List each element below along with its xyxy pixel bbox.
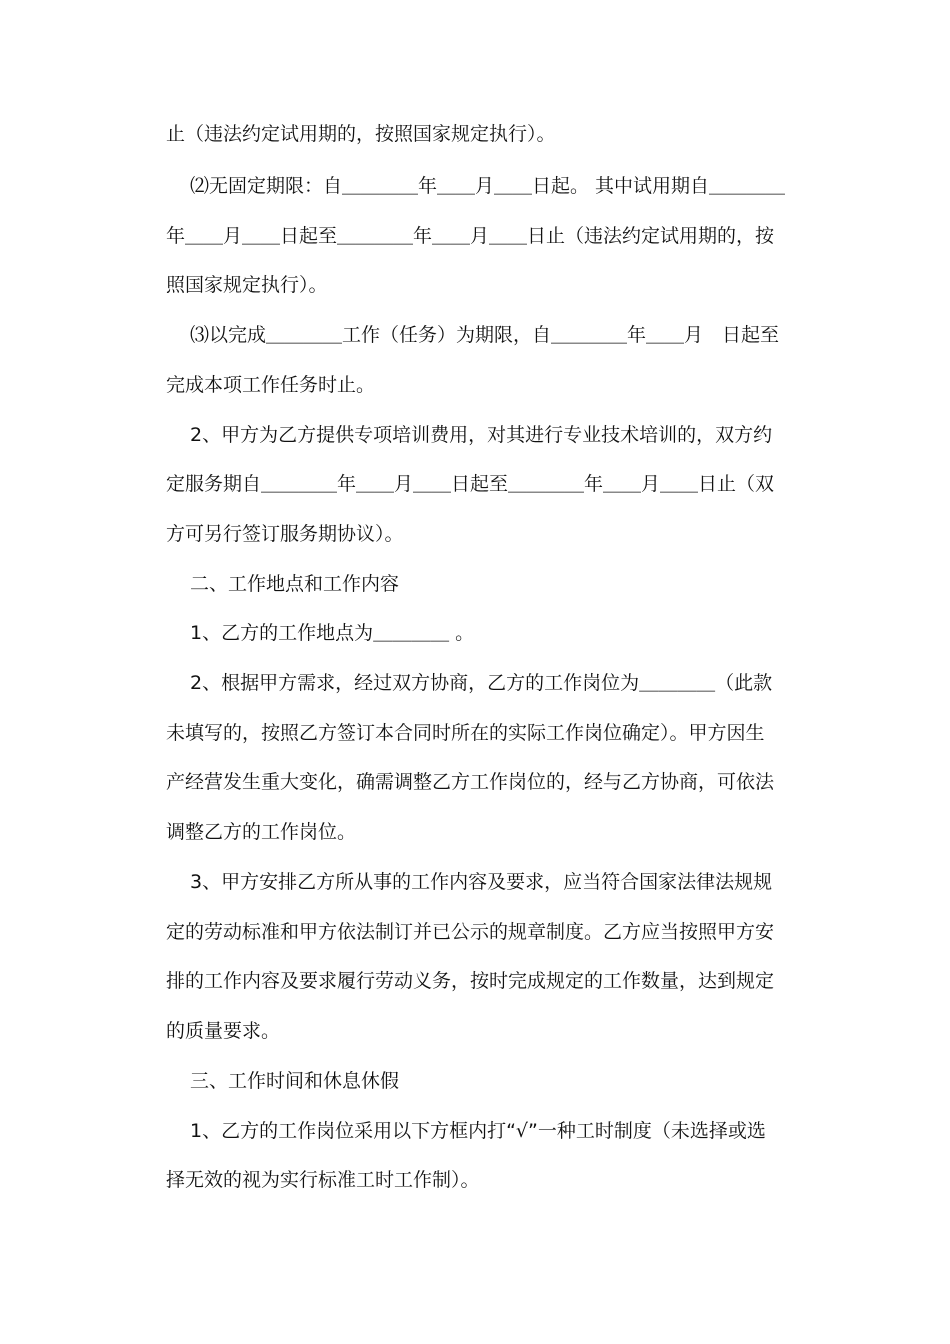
text-line: 方可另行签订服务期协议）。 — [166, 523, 404, 545]
section-heading: 二、工作地点和工作内容 — [190, 573, 400, 595]
text-line: 未填写的，按照乙方签订本合同时所在的实际工作岗位确定）。甲方因生 — [166, 722, 765, 744]
text-line: ⑶以完成＿＿＿＿工作（任务）为期限，自＿＿＿＿年＿＿月 日起至 — [190, 324, 780, 346]
text-line: 止（违法约定试用期的，按照国家规定执行）。 — [166, 123, 556, 145]
text-line: 定的劳动标准和甲方依法制订并已公示的规章制度。乙方应当按照甲方安 — [166, 921, 775, 943]
text-line: 产经营发生重大变化，确需调整乙方工作岗位的，经与乙方协商，可依法 — [166, 771, 775, 793]
text-line: 2、根据甲方需求，经过双方协商，乙方的工作岗位为＿＿＿＿（此款 — [190, 672, 773, 694]
text-line: 完成本项工作任务时止。 — [166, 374, 376, 396]
text-line: 定服务期自＿＿＿＿年＿＿月＿＿日起至＿＿＿＿年＿＿月＿＿日止（双 — [166, 473, 775, 495]
text-line: 调整乙方的工作岗位。 — [166, 821, 357, 843]
text-line: 排的工作内容及要求履行劳动义务，按时完成规定的工作数量，达到规定 — [166, 970, 775, 992]
text-line: 1、乙方的工作地点为＿＿＿＿ 。 — [190, 622, 475, 644]
text-line: 2、甲方为乙方提供专项培训费用，对其进行专业技术培训的，双方约 — [190, 424, 773, 446]
text-line: 3、甲方安排乙方所从事的工作内容及要求，应当符合国家法律法规规 — [190, 871, 773, 893]
text-line: 1、乙方的工作岗位采用以下方框内打“√”一种工时制度（未选择或选 — [190, 1120, 766, 1142]
text-line: ⑵无固定期限：自＿＿＿＿年＿＿月＿＿日起。 其中试用期自＿＿＿＿ — [190, 175, 786, 197]
text-line: 择无效的视为实行标准工时工作制）。 — [166, 1169, 480, 1191]
text-line: 的质量要求。 — [166, 1020, 281, 1042]
text-line: 照国家规定执行）。 — [166, 274, 328, 296]
section-heading: 三、工作时间和休息休假 — [190, 1070, 400, 1092]
text-line: 年＿＿月＿＿日起至＿＿＿＿年＿＿月＿＿日止（违法约定试用期的，按 — [166, 225, 775, 247]
